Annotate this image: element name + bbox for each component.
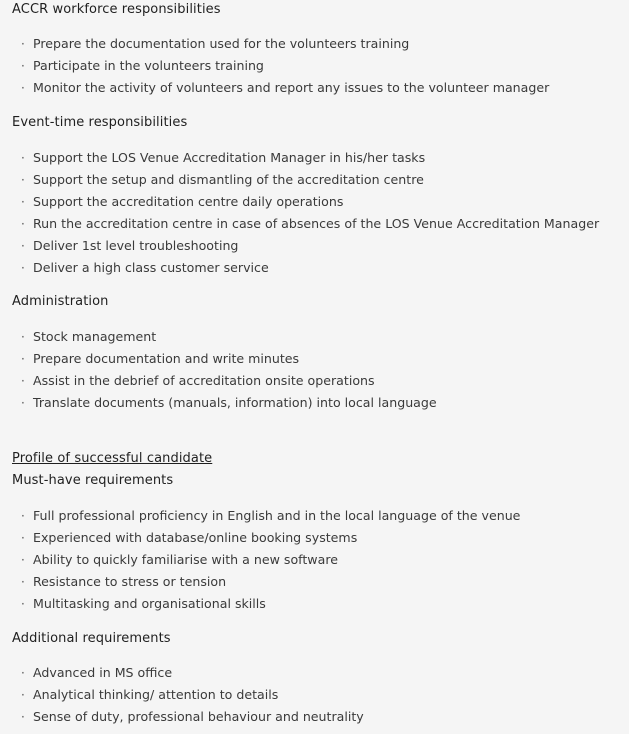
bullet-icon: · [21,37,25,51]
list-item: · Participate in the volunteers training [12,55,549,77]
bullet-icon: · [21,509,25,523]
list-administration [12,326,437,414]
bullet-icon: · [21,666,25,680]
bullet-icon: · [21,173,25,187]
list-item: · Advanced in MS office [12,662,364,684]
list-additional [12,662,364,728]
bullet-icon: · [21,81,25,95]
section-heading-must-have: Must-have requirements [12,473,174,488]
list-item: · Translate documents (manuals, information) into local language [12,392,437,414]
list-item: · Deliver a high class customer service [12,257,599,279]
bullet-icon: · [21,531,25,545]
list-item: · Prepare the documentation used for the volunteers training [12,33,549,55]
list-item: · Multitasking and organisational skills [12,593,520,615]
list-item: · Support the accreditation centre daily operations [12,191,599,213]
bullet-icon: · [21,396,25,410]
profile-title: Profile of successful candidate [12,451,213,466]
list-item: · Run the accreditation centre in case of absences of the LOS Venue Accreditation Manager [12,213,599,235]
section-heading-additional: Additional requirements [12,631,171,646]
bullet-icon: · [21,374,25,388]
bullet-icon: · [21,330,25,344]
list-item: · Stock management [12,326,437,348]
bullet-icon: · [21,239,25,253]
list-item: · Experienced with database/online booking systems [12,527,520,549]
list-must-have [12,505,520,615]
list-item: · Support the setup and dismantling of the accreditation centre [12,169,599,191]
bullet-icon: · [21,261,25,275]
list-item: · Resistance to stress or tension [12,571,520,593]
list-item: · Analytical thinking/ attention to details [12,684,364,706]
section-heading-event-time: Event-time responsibilities [12,115,188,130]
bullet-icon: · [21,195,25,209]
list-item: · Prepare documentation and write minutes [12,348,437,370]
list-item: · Deliver 1st level troubleshooting [12,235,599,257]
section-heading-accr-workforce: ACCR workforce responsibilities [12,2,221,17]
list-item: · Assist in the debrief of accreditation onsite operations [12,370,437,392]
bullet-icon: · [21,553,25,567]
list-item: · Monitor the activity of volunteers and report any issues to the volunteer manager [12,77,549,99]
list-event-time [12,147,599,279]
list-item: · Full professional proficiency in English and in the local language of the venue [12,505,520,527]
bullet-icon: · [21,688,25,702]
bullet-icon: · [21,352,25,366]
section-heading-administration: Administration [12,294,109,309]
bullet-icon: · [21,575,25,589]
bullet-icon: · [21,710,25,724]
list-item: · Support the LOS Venue Accreditation Manager in his/her tasks [12,147,599,169]
list-item: · Sense of duty, professional behaviour and neutrality [12,706,364,728]
bullet-icon: · [21,151,25,165]
list-item: · Ability to quickly familiarise with a new software [12,549,520,571]
list-accr-workforce [12,33,549,99]
bullet-icon: · [21,217,25,231]
bullet-icon: · [21,59,25,73]
bullet-icon: · [21,597,25,611]
